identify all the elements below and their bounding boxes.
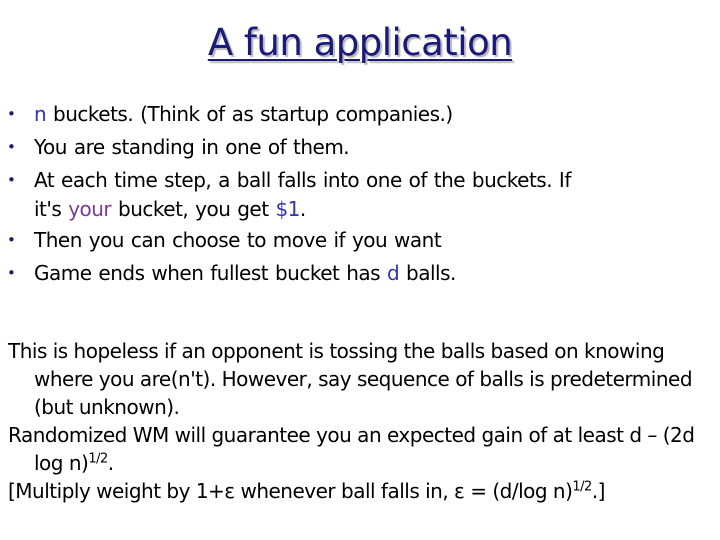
bullet-dot-icon: • [7, 231, 16, 249]
bullet-text-line1: At each time step, a ball falls into one of the buckets. If [34, 168, 571, 192]
paragraph-multiply-weight [8, 477, 713, 505]
bullet-dot-icon: • [7, 105, 16, 123]
paragraph-text: .] [591, 479, 605, 503]
bullet-text-line2 [34, 194, 712, 224]
superscript: 1/2 [88, 451, 108, 467]
bullet-item-move [0, 224, 720, 257]
paragraph-randomized-wm [8, 421, 713, 477]
superscript: 1/2 [572, 479, 592, 495]
paragraph-hopeless: This is hopeless if an opponent is tossing the balls based on knowing where you are(n't). However, say sequence of balls is predetermined (but unknown). [8, 339, 693, 419]
emphasis-your: your [68, 197, 112, 221]
paragraph-text: . [107, 451, 114, 475]
bullet-dot-icon: • [7, 171, 16, 189]
bullet-item-buckets [0, 98, 720, 131]
variable-n: n [34, 102, 47, 126]
bullet-list [0, 98, 720, 290]
paragraph-text: [Multiply weight by 1+ε whenever ball falls in, ε = (d/log n) [8, 479, 573, 503]
bullet-item-standing [0, 131, 720, 164]
paragraph-text: Randomized WM will guarantee you an expected gain of at least d – (2d log n) [8, 423, 695, 475]
variable-d: d [386, 261, 400, 285]
title-text: A fun application [207, 21, 513, 64]
body-paragraphs [8, 337, 713, 505]
bullet-dot-icon: • [7, 138, 16, 156]
slide-title [0, 18, 720, 68]
money-amount: $1 [275, 197, 300, 221]
bullet-text-fragment: it's [34, 197, 69, 221]
bullet-item-time-step [0, 164, 720, 224]
bullet-item-game-ends [0, 257, 720, 290]
bullet-text: You are standing in one of them. [34, 135, 350, 159]
bullet-dot-icon: • [7, 264, 16, 282]
bullet-text-fragment: . [299, 197, 306, 221]
bullet-text: Then you can choose to move if you want [34, 228, 442, 252]
bullet-text-fragment: bucket, you get [111, 197, 276, 221]
bullet-text: Game ends when fullest bucket has [34, 261, 387, 285]
bullet-text: buckets. (Think of as startup companies.) [46, 102, 453, 126]
bullet-text: balls. [399, 261, 456, 285]
